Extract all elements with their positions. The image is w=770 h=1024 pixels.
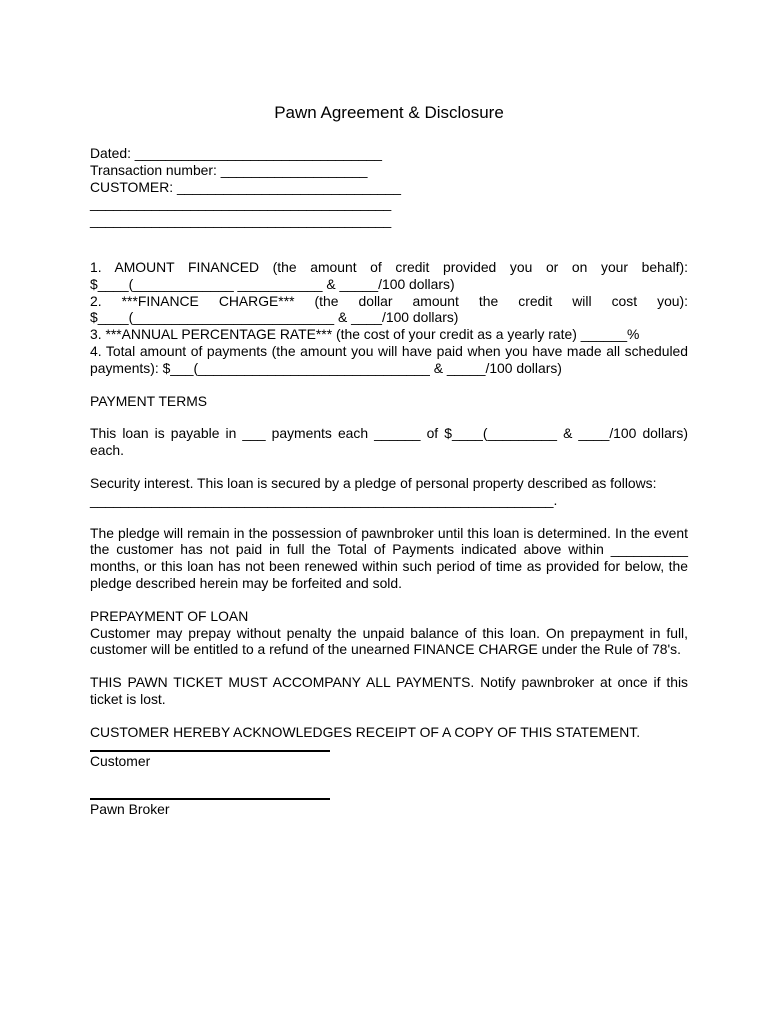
acknowledgement-text: CUSTOMER HEREBY ACKNOWLEDGES RECEIPT OF A COPY OF THIS STATEMENT. bbox=[90, 723, 641, 740]
customer-blank-line-1: _______________________________________ bbox=[90, 195, 392, 212]
prepayment-section bbox=[90, 608, 688, 658]
customer-field: CUSTOMER: _____________________________ bbox=[90, 178, 401, 195]
document-content bbox=[90, 103, 688, 818]
pawnbroker-signature-block bbox=[90, 798, 688, 818]
customer-signature-line bbox=[90, 750, 330, 752]
customer-signature-block bbox=[90, 750, 688, 770]
prepayment-paragraph: Customer may prepay without penalty the unpaid balance of this loan. On prepayment in full, customer will be entitled to a refund of the unearned FINANCE CHARGE under the Rule of 78's. bbox=[90, 624, 688, 658]
pledge-paragraph: The pledge will remain in the possession of pawnbroker until this loan is determined. In the event the customer has not paid in full the Total of Payments indicated above within __________ months, or this loan has not been renewed within such period of time as provided for below, the pledge described herein may be forfeited and sold. bbox=[90, 524, 688, 591]
item-total-payments: 4. Total amount of payments (the amount you will have paid when you have made all scheduled payments): $___(______________________________ & _____/100 dollars) bbox=[90, 342, 688, 376]
header-fields bbox=[90, 145, 688, 229]
dated-field: Dated: ________________________________ bbox=[90, 145, 382, 161]
item-annual-percentage-rate: 3. ***ANNUAL PERCENTAGE RATE*** (the cost of your credit as a yearly rate) ______% bbox=[90, 326, 640, 343]
pawnbroker-signature-line bbox=[90, 798, 330, 800]
document-title: Pawn Agreement & Disclosure bbox=[274, 103, 504, 122]
transaction-number-field: Transaction number: ___________________ bbox=[90, 161, 368, 178]
customer-signature-label: Customer bbox=[90, 752, 151, 769]
customer-blank-line-2: _______________________________________ bbox=[90, 212, 392, 229]
prepayment-heading: PREPAYMENT OF LOAN bbox=[90, 607, 249, 624]
disclosure-items bbox=[90, 259, 688, 377]
payment-terms-heading: PAYMENT TERMS bbox=[90, 392, 208, 409]
item-finance-charge: 2. ***FINANCE CHARGE*** (the dollar amount the credit will cost you): $____(__________________________ & ____/100 dollars) bbox=[90, 292, 688, 326]
pawn-ticket-notice: THIS PAWN TICKET MUST ACCOMPANY ALL PAYMENTS. Notify pawnbroker at once if this ticket is lost. bbox=[90, 674, 688, 707]
security-interest-text: Security interest. This loan is secured by a pledge of personal property described as follows: ____________________________________________________________. bbox=[90, 474, 657, 508]
item-amount-financed: 1. AMOUNT FINANCED (the amount of credit provided you or on your behalf): $____(_____________ ___________ & _____/100 dollars) bbox=[90, 258, 688, 292]
loan-payable-text: This loan is payable in ___ payments each ______ of $____(_________ & ____/100 dollars) each. bbox=[90, 425, 688, 459]
pawnbroker-signature-label: Pawn Broker bbox=[90, 801, 170, 818]
